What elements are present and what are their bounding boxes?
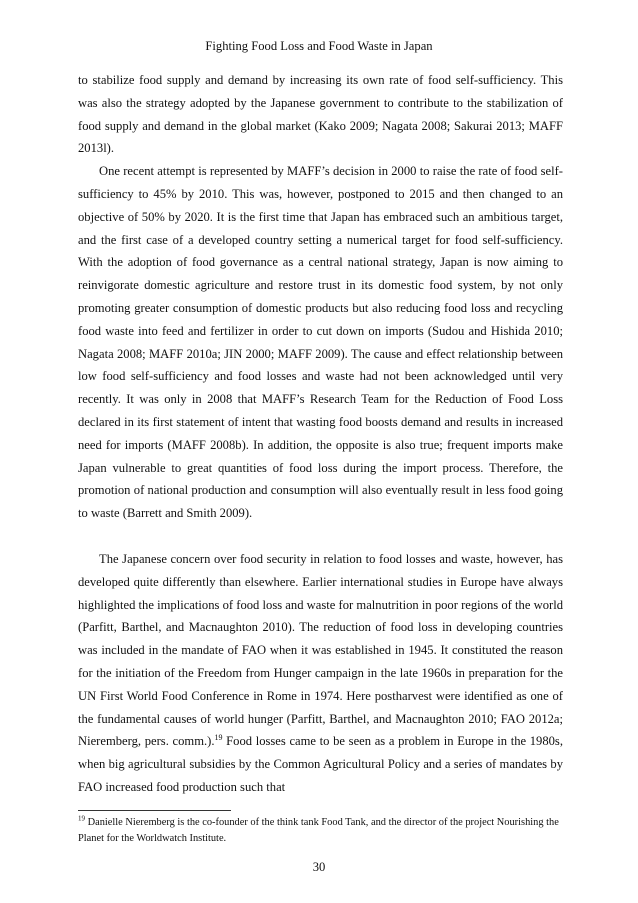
footnote-marker: 19 xyxy=(78,814,85,823)
paragraph-text-after-note: Food losses came to be seen as a problem in Europe in the 1980s, when big agricultural subsidies by the Common Agricultural Policy and a series of mandates by FAO increased food production such that xyxy=(78,734,563,794)
paragraph-gap xyxy=(78,525,563,548)
footnote-separator xyxy=(78,810,231,811)
page-number: 30 xyxy=(312,860,326,874)
footnote-reference-19[interactable]: 19 xyxy=(214,733,223,743)
body-text xyxy=(78,69,563,799)
paragraph-food-security xyxy=(78,548,563,799)
paragraph-text-before-note: The Japanese concern over food security in relation to food losses and waste, however, has developed quite differently than elsewhere. Earlier international studies in Europe have always highlighted the implications of food loss and waste for malnutrition in poor regions of the world (Parfitt, Barthel, and Macnaughton 2010). The reduction of food loss in developing countries was included in the mandate of FAO when it was established in 1945. It constituted the reason for the initiation of the Freedom from Hunger campaign in the late 1960s in preparation for the UN First World Food Conference in Rome in 1974. Here postharvest were identified as one of the fundamental causes of world hunger (Parfitt, Barthel, and Macnaughton 2010; FAO 2012a; Nieremberg, pers. comm.). xyxy=(78,551,563,749)
footnote-19 xyxy=(78,815,563,846)
paragraph-continuation: to stabilize food supply and demand by increasing its own rate of food self-sufficiency. This was also the strategy adopted by the Japanese government to contribute to the stabilization of food supply and demand in the global market (Kako 2009; Nagata 2008; Sakurai 2013; MAFF 2013l). xyxy=(78,73,563,156)
running-header: Fighting Food Loss and Food Waste in Japan xyxy=(205,39,433,53)
footnote-text: Danielle Nieremberg is the co-founder of the think tank Food Tank, and the director of the project Nourishing the Planet for the Worldwatch Institute. xyxy=(78,817,559,844)
paragraph-self-sufficiency: One recent attempt is represented by MAFF’s decision in 2000 to raise the rate of food self-sufficiency to 45% by 2010. This was, however, postponed to 2015 and then changed to an objective of 50% by 2020. It is the first time that Japan has embraced such an ambitious target, and the first case of a developed country setting a numerical target for food self-sufficiency. With the adoption of food governance as a central national strategy, Japan is now aiming to reinvigorate domestic agriculture and restore trust in its domestic food system, by not only promoting greater consumption of domestic products but also reducing food loss and recycling food waste into feed and fertilizer in order to cut down on imports (Sudou and Hishida 2010; Nagata 2008; MAFF 2010a; JIN 2000; MAFF 2009). The cause and effect relationship between low food self-sufficiency and food losses and waste had not been acknowledged until very recently. It was only in 2008 that MAFF’s Research Team for the Reduction of Food Loss declared in its first statement of intent that wasting food boosts demand and results in increased need for imports (MAFF 2008b). In addition, the opposite is also true; frequent imports make Japan vulnerable to great quantities of food loss during the import process. Therefore, the promotion of national production and consumption will also eventually result in less food going to waste (Barrett and Smith 2009). xyxy=(78,164,563,521)
